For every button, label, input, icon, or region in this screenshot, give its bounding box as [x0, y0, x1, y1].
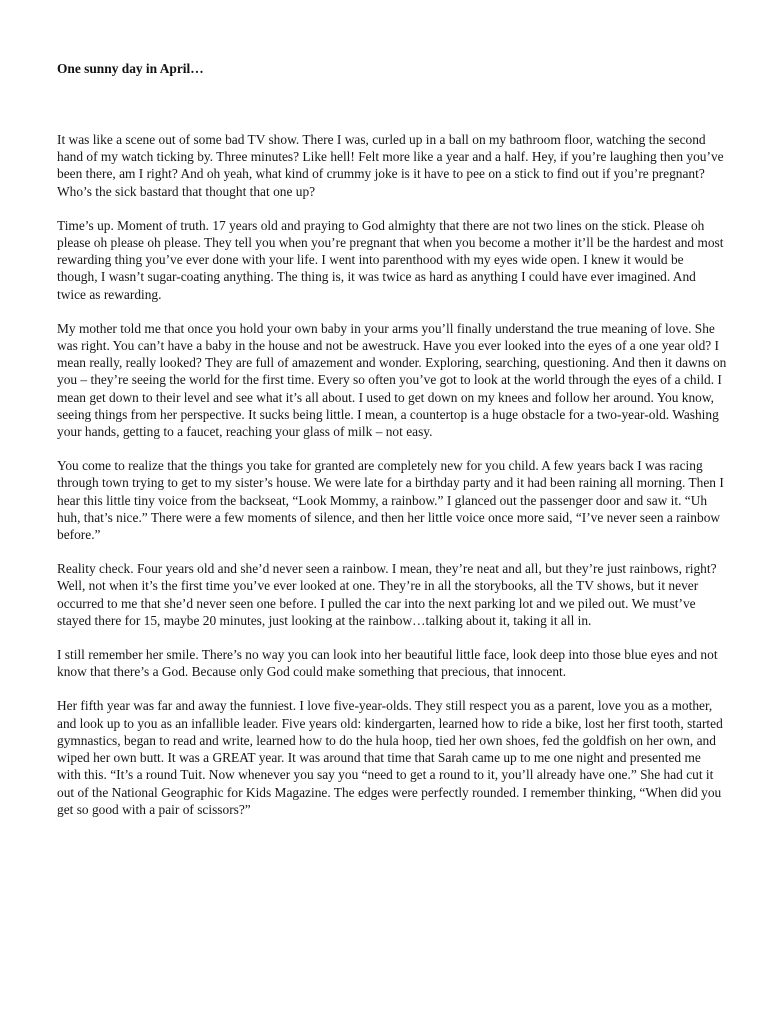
paragraph-2: Time’s up. Moment of truth. 17 years old and praying to God almighty that there are not two lines on the stick. Please oh please oh please oh please. They tell you when you’re pregnant that when you become a mother it’ll be the hardest and most rewarding thing you’ve ever done with your life. I went into parenthood with my eyes wide open. I knew it would be though, I wasn’t sugar-coating anything. The thing is, it was twice as hard as anything I could have ever imagined. And twice as rewarding. — [57, 217, 724, 302]
document-body — [57, 131, 727, 835]
paragraph-3: My mother told me that once you hold your own baby in your arms you’ll finally understand the true meaning of love. She was right. You can’t have a baby in the house and not be awestruck. Have you ever looked into the eyes of a one year old? I mean really, really looked? They are full of amazement and wonder. Exploring, searching, questioning. And then it dawns on you – they’re seeing the world for the first time. Every so often you’ve got to look at the world through the eyes of a child. I mean get down to their level and see what it’s all about. I used to get down on my knees and follow her around. You know, seeing things from her perspective. It sucks being little. I mean, a countertop is a huge obstacle for a two-year-old. Washing your hands, getting to a faucet, reaching your glass of milk – not easy. — [57, 320, 727, 440]
paragraph-1: It was like a scene out of some bad TV show. There I was, curled up in a ball on my bathroom floor, watching the second hand of my watch ticking by. Three minutes? Like hell! Felt more like a year and a half. Hey, if you’re laughing then you’ve been there, am I right? And oh yeah, what kind of crummy joke is it have to pee on a stick to find out if you’re pregnant? Who’s the sick bastard that thought that one up? — [57, 132, 724, 199]
paragraph-6: I still remember her smile. There’s no way you can look into her beautiful little face, look deep into those blue eyes and not know that there’s a God. Because only God could make something that precious, that innocent. — [57, 647, 718, 680]
paragraph-7: Her fifth year was far and away the funniest. I love five-year-olds. They still respect you as a parent, love you as a mother, and look up to you as an infallible leader. Five years old: kindergarten, learned how to ride a bike, lost her first tooth, started gymnastics, began to read and write, learned how to do the hula hoop, tied her own shoes, fed the goldfish on her own, and wiped her own butt. It was a GREAT year. It was around that time that Sarah came up to me one night and presented me with this. “It’s a round Tuit. Now whenever you say you “need to get a round to it, you’ll already have one.” She had cut it out of the National Geographic for Kids Magazine. The edges were perfectly rounded. I remember thinking, “When did you get so good with a pair of scissors?” — [57, 698, 723, 817]
paragraph-5: Reality check. Four years old and she’d never seen a rainbow. I mean, they’re neat and all, but they’re just rainbows, right? Well, not when it’s the first time you’ve ever looked at one. They’re in all the storybooks, all the TV shows, but it never occurred to me that she’d never seen one before. I pulled the car into the next parking lot and we piled out. We must’ve stayed there for 15, maybe 20 minutes, just looking at the rainbow…talking about it, taking it all in. — [57, 561, 717, 628]
paragraph-4: You come to realize that the things you take for granted are completely new for you child. A few years back I was racing through town trying to get to my sister’s house. We were late for a birthday party and it had been raining all morning. Then I hear this little tiny voice from the backseat, “Look Mommy, a rainbow.” I glanced out the passenger door and saw it. “Uh huh, that’s nice.” There were a few moments of silence, and then her little voice once more said, “I’ve never seen a rainbow before.” — [57, 458, 724, 543]
document-title: One sunny day in April… — [57, 61, 204, 76]
